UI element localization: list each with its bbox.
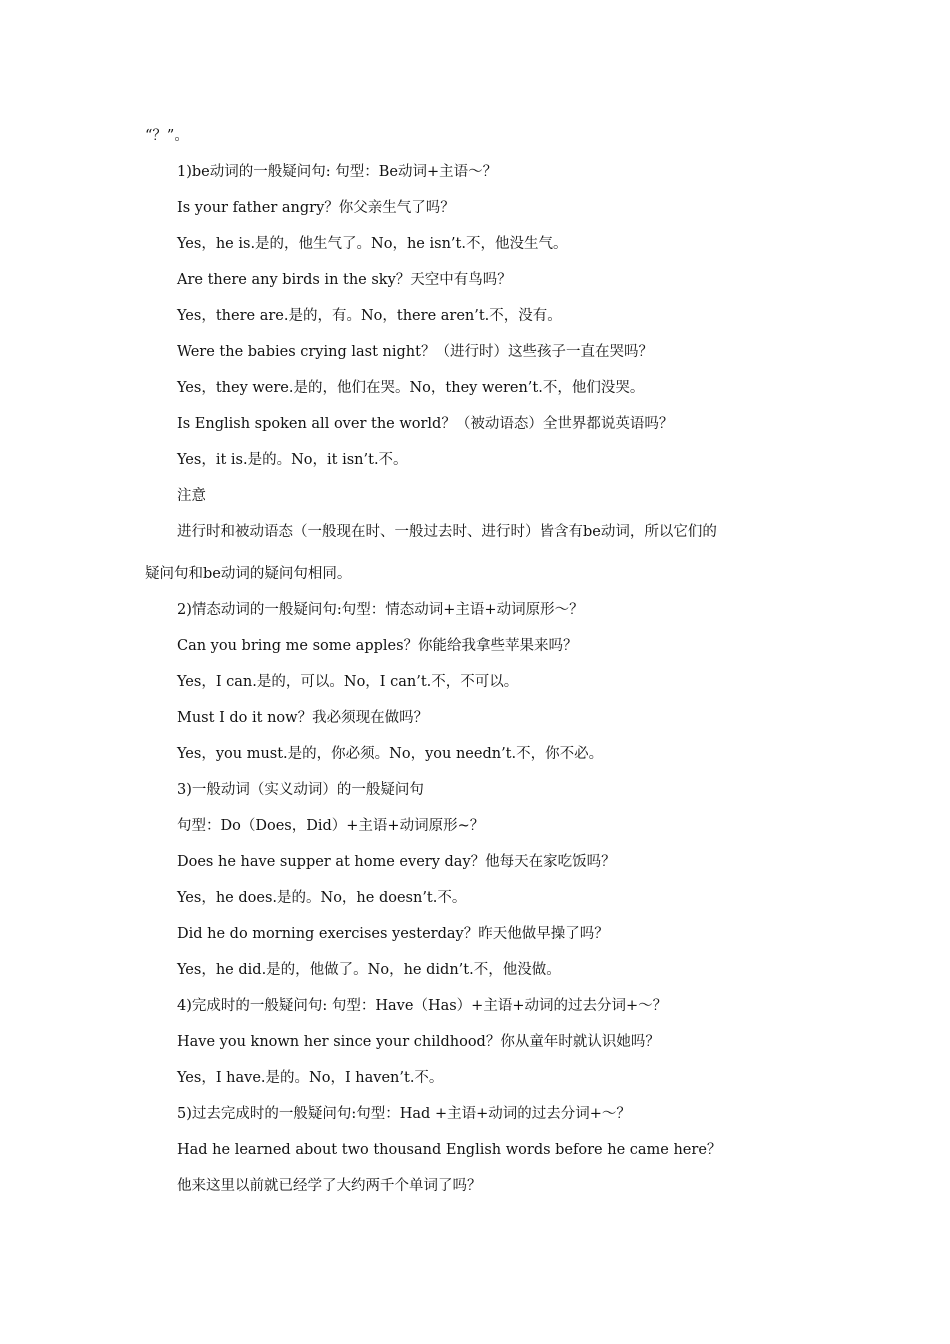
example-question: Must I do it now？我必须现在做吗？	[177, 710, 429, 726]
example-translation: 他来这里以前就已经学了大约两千个单词了吗？	[177, 1178, 482, 1194]
example-question: Can you bring me some apples？你能给我拿些苹果来吗？	[177, 638, 578, 654]
section-heading-past-perfect: 5)过去完成时的一般疑问句:句型：Had +主语+动词的过去分词+～？	[177, 1106, 631, 1122]
note-heading: 注意	[177, 488, 206, 504]
note-text-continued: 疑问句和be动词的疑问句相同。	[145, 566, 352, 582]
example-answer: Yes，there are.是的，有。No，there aren’t.不，没有。	[177, 308, 562, 324]
section-heading-modal-verb: 2)情态动词的一般疑问句:句型：情态动词+主语+动词原形～？	[177, 602, 584, 618]
note-text: 进行时和被动语态（一般现在时、一般过去时、进行时）皆含有be动词，所以它们的	[177, 524, 717, 540]
example-answer: Yes，they were.是的，他们在哭。No，they weren’t.不，他们没哭。	[177, 380, 645, 396]
example-question: Did he do morning exercises yesterday？昨天他做早操了吗？	[177, 926, 609, 942]
section-heading-main-verb: 3)一般动词（实义动词）的一般疑问句	[177, 782, 424, 798]
example-answer: Yes，he does.是的。No，he doesn’t.不。	[177, 890, 467, 906]
example-question: Have you known her since your childhood？你从童年时就认识她吗？	[177, 1034, 660, 1050]
example-question: Had he learned about two thousand English words before he came here？	[177, 1142, 722, 1158]
example-answer: Yes，I can.是的，可以。No，I can’t.不，不可以。	[177, 674, 519, 690]
example-question: Are there any birds in the sky？天空中有鸟吗？	[177, 272, 512, 288]
example-answer: Yes，I have.是的。No，I haven’t.不。	[177, 1070, 444, 1086]
section-heading-perfect-tense: 4)完成时的一般疑问句: 句型：Have（Has）+主语+动词的过去分词+～？	[177, 998, 668, 1014]
example-answer: Yes，he is.是的，他生气了。No，he isn’t.不，他没生气。	[177, 236, 568, 252]
example-question: Does he have supper at home every day？他每天在家吃饭吗？	[177, 854, 616, 870]
example-question: Were the babies crying last night？（进行时）这些孩子一直在哭吗？	[177, 344, 653, 360]
example-answer: Yes，he did.是的，他做了。No，he didn’t.不，他没做。	[177, 962, 561, 978]
text-line: “？”。	[145, 128, 189, 144]
example-answer: Yes，you must.是的，你必须。No，you needn’t.不，你不必。	[177, 746, 604, 762]
sentence-pattern: 句型：Do（Does，Did）+主语+动词原形~？	[177, 818, 485, 834]
section-heading-be-verb: 1)be动词的一般疑问句: 句型：Be动词+主语～？	[177, 164, 498, 180]
example-question: Is English spoken all over the world？（被动语态）全世界都说英语吗？	[177, 416, 674, 432]
example-answer: Yes，it is.是的。No，it isn’t.不。	[177, 452, 408, 468]
example-question: Is your father angry？你父亲生气了吗？	[177, 200, 455, 216]
